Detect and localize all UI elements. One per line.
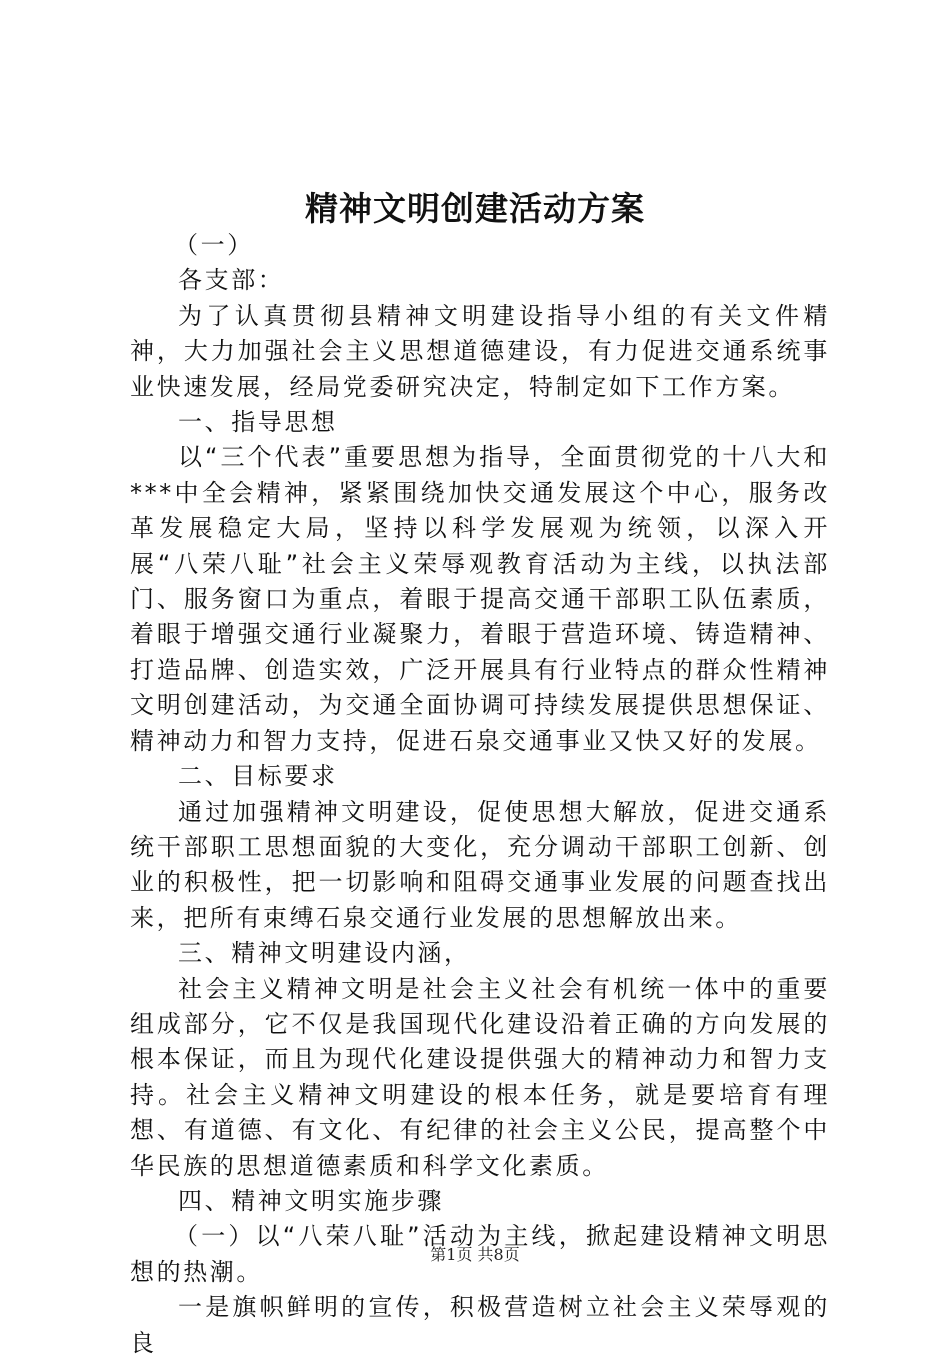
step-one-paragraph: （一）以“八荣八耻”活动为主线，掀起建设精神文明思想的热潮。: [130, 1222, 830, 1286]
salutation: 各支部：: [178, 266, 285, 295]
goals-paragraph: 通过加强精神文明建设，促使思想大解放，促进交通系统干部职工思想面貌的大变化，充分调动干部职工创新、创业的积极性，把一切影响和阻碍交通事业发展的问题查找出来，把所有束缚石泉交通行业发展的思想解放出来。: [130, 797, 830, 932]
page-footer: 第1页 共8页: [430, 1245, 520, 1264]
connotation-paragraph: 社会主义精神文明是社会主义社会有机统一体中的重要组成部分，它不仅是我国现代化建设沿着正确的方向发展的根本保证，而且为现代化建设提供强大的精神动力和智力支持。社会主义精神文明建设的根本任务，就是要培育有理想、有道德、有文化、有纪律的社会主义公民，提高整个中华民族的思想道德素质和科学文化素质。: [130, 974, 830, 1180]
document-title: 精神文明创建活动方案: [305, 189, 645, 228]
step-one-detail-paragraph: 一是旗帜鲜明的宣传，积极营造树立社会主义荣辱观的良: [130, 1293, 830, 1357]
document-body: [130, 228, 830, 1361]
heading-steps: 四、精神文明实施步骤: [178, 1186, 444, 1215]
heading-connotation: 三、精神文明建设内涵，: [178, 939, 471, 968]
intro-paragraph: 为了认真贯彻县精神文明建设指导小组的有关文件精神，大力加强社会主义思想道德建设，有力促进交通系统事业快速发展，经局党委研究决定，特制定如下工作方案。: [130, 301, 830, 401]
heading-guiding-ideology: 一、指导思想: [178, 408, 338, 437]
guiding-ideology-paragraph: 以“三个代表”重要思想为指导，全面贯彻党的十八大和***中全会精神，紧紧围绕加快交通发展这个中心，服务改革发展稳定大局，坚持以科学发展观为统领，以深入开展“八荣八耻”社会主义荣辱观教育活动为主线，以执法部门、服务窗口为重点，着眼于提高交通干部职工队伍素质，着眼于增强交通行业凝聚力，着眼于营造环境、铸造精神、打造品牌、创造实效，广泛开展具有行业特点的群众性精神文明创建活动，为交通全面协调可持续发展提供思想保证、精神动力和智力支持，促进石泉交通事业又快又好的发展。: [130, 443, 830, 755]
section-number: （一）: [174, 231, 254, 259]
heading-goals: 二、目标要求: [178, 762, 338, 791]
